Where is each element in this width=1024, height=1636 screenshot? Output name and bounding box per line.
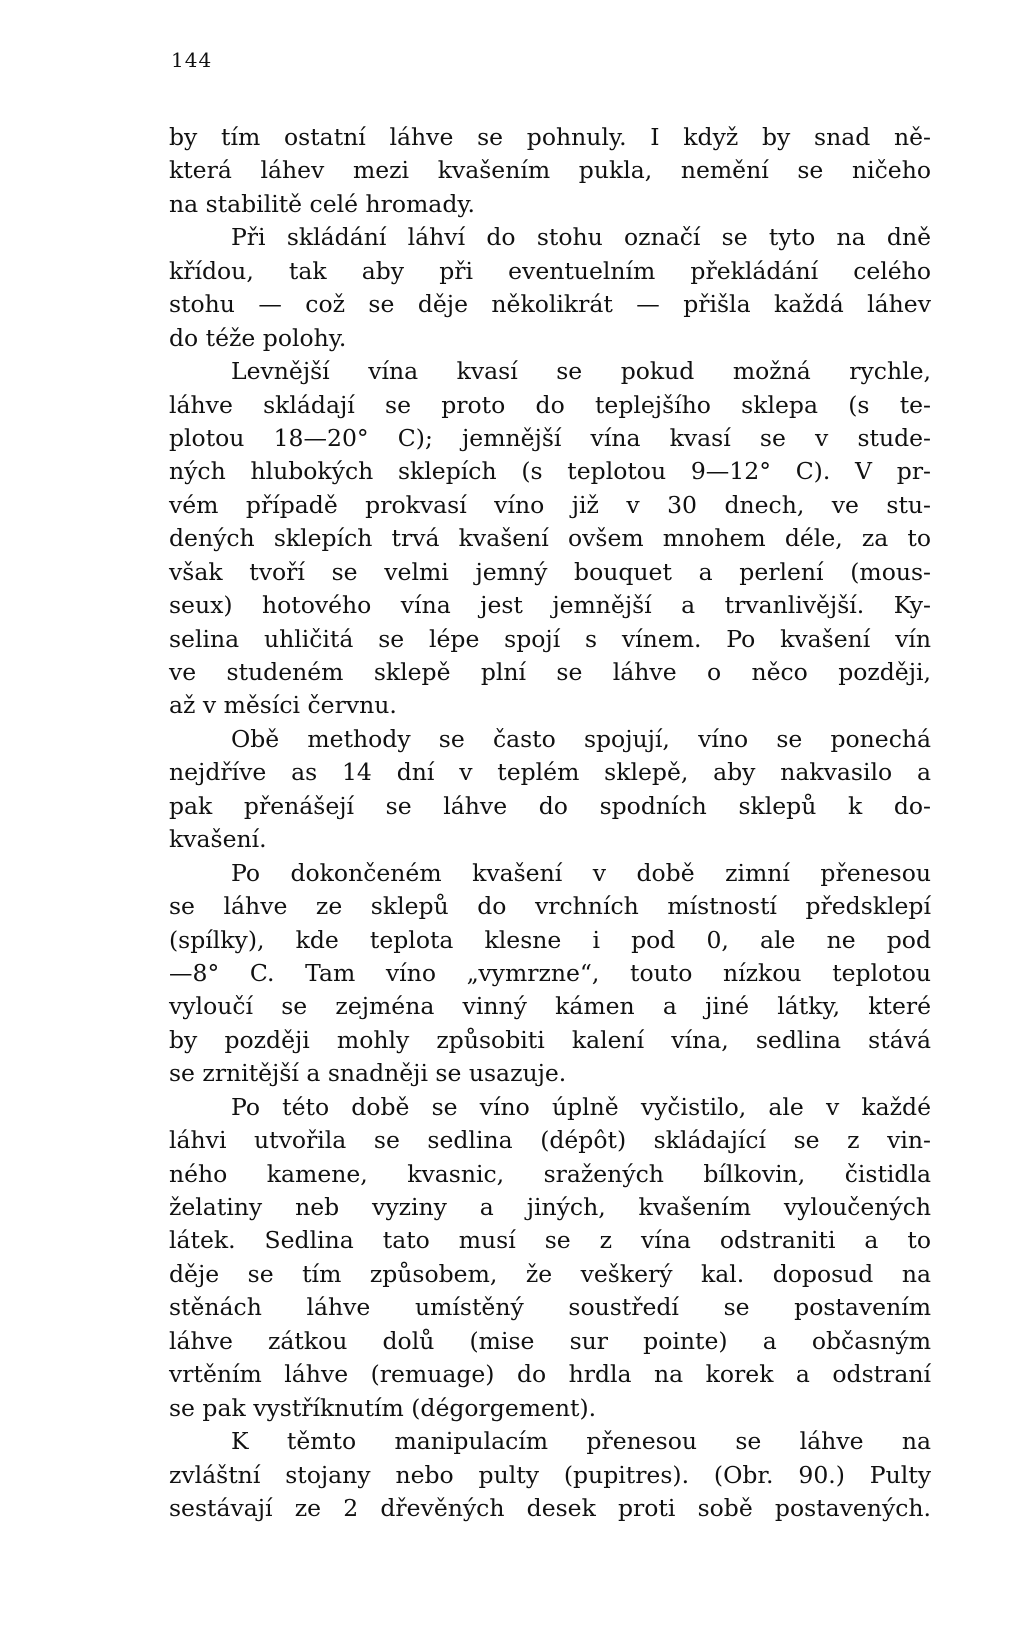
text-line: děje se tím způsobem, že veškerý kal. doposud na — [169, 1259, 931, 1288]
text-line: nejdříve as 14 dní v teplém sklepě, aby nakvasilo a — [169, 758, 931, 787]
text-line: (spílky), kde teplota klesne i pod 0, ale ne pod — [169, 925, 931, 954]
text-line: by tím ostatní láhve se pohnuly. I když by snad ně- — [169, 123, 931, 151]
text-line: až v měsíci červnu. — [169, 691, 397, 720]
text-line: láhvi utvořila se sedlina (dépôt) skládající se z vin- — [169, 1126, 931, 1155]
text-line: Levnější vína kvasí se pokud možná rychle, — [231, 357, 931, 386]
text-line: dených sklepích trvá kvašení ovšem mnohem déle, za to — [169, 524, 931, 553]
text-line: zvláštní stojany nebo pulty (pupitres). (Obr. 90.) Pulty — [169, 1460, 931, 1489]
text-line: která láhev mezi kvašením pukla, nemění se ničeho — [169, 156, 931, 185]
text-line: selina uhličitá se lépe spojí s vínem. Po kvašení vín — [169, 624, 931, 653]
text-line: láhve skládají se proto do teplejšího sklepa (s te- — [169, 390, 931, 419]
text-line: plotou 18—20° C); jemnější vína kvasí se v stude- — [169, 423, 931, 452]
text-line: želatiny neb vyziny a jiných, kvašením vyloučených — [169, 1193, 931, 1221]
text-line: kvašení. — [169, 825, 267, 854]
text-line: stěnách láhve umístěný soustředí se postavením — [169, 1293, 931, 1322]
text-line: se pak vystříknutím (dégorgement). — [169, 1393, 597, 1422]
text-line: sestávají ze 2 dřevěných desek proti sobě postavených. — [169, 1493, 931, 1522]
body-text — [169, 121, 931, 1525]
text-line: Po této době se víno úplně vyčistilo, ale v každé — [231, 1092, 931, 1121]
text-line: se láhve ze sklepů do vrchních místností předsklepí — [169, 892, 931, 921]
text-line: ve studeném sklepě plní se láhve o něco později, — [169, 658, 931, 686]
text-line: ných hlubokých sklepích (s teplotou 9—12° C). V pr- — [169, 457, 931, 486]
text-line: Při skládání láhví do stohu označí se tyto na dně — [231, 223, 931, 252]
page-number: 144 — [171, 48, 213, 72]
text-line: K těmto manipulacím přenesou se láhve na — [231, 1427, 931, 1456]
text-line: křídou, tak aby při eventuelním překládání celého — [169, 256, 931, 285]
text-line: láhve zátkou dolů (mise sur pointe) a občasným — [169, 1326, 931, 1355]
text-line: vyloučí se zejména vinný kámen a jiné látky, které — [169, 992, 931, 1021]
text-line: však tvoří se velmi jemný bouquet a perlení (mous- — [169, 557, 931, 586]
text-line: seux) hotového vína jest jemnější a trvanlivější. Ky- — [169, 591, 931, 620]
text-line: vém případě prokvasí víno již v 30 dnech, ve stu- — [169, 490, 931, 519]
text-line: na stabilitě celé hromady. — [169, 189, 475, 218]
text-line: Obě methody se často spojují, víno se ponechá — [231, 724, 931, 753]
text-line: ného kamene, kvasnic, sražených bílkovin, čistidla — [169, 1159, 931, 1188]
text-line: Po dokončeném kvašení v době zimní přenesou — [231, 858, 931, 887]
text-line: se zrnitější a snadněji se usazuje. — [169, 1059, 567, 1088]
text-line: pak přenášejí se láhve do spodních sklepů k do- — [169, 791, 931, 820]
text-line: stohu — což se děje několikrát — přišla každá láhev — [169, 290, 931, 319]
text-line: —8° C. Tam víno „vymrzne“, touto nízkou teplotou — [169, 958, 931, 987]
text-line: by později mohly způsobiti kalení vína, sedlina stává — [169, 1025, 931, 1054]
text-line: do téže polohy. — [169, 323, 347, 352]
text-line: vrtěním láhve (remuage) do hrdla na korek a odstraní — [169, 1360, 931, 1389]
text-line: látek. Sedlina tato musí se z vína odstraniti a to — [169, 1226, 931, 1255]
